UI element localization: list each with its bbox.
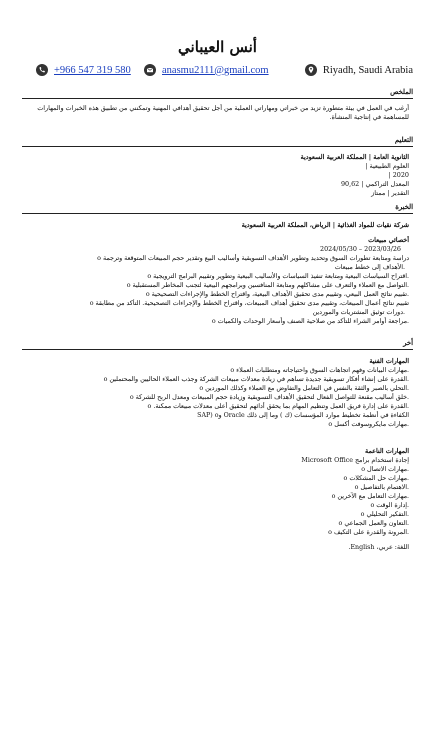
soft-skill-item: .التعاون والعمل الجماعي o — [338, 520, 409, 527]
email-icon — [144, 64, 156, 76]
other-heading: أخر — [22, 339, 413, 350]
experience-heading: الخبرة — [22, 203, 413, 214]
job-dates: 2023/03/26 – 2024/05/30 — [320, 245, 401, 253]
skill-item: .مهارات البيانات وفهم اتجاهات السوق واحتياجاته ومتطلبات العملاء o — [230, 367, 409, 374]
summary-line: أرغب في العمل في بيئة متطورة تزيد من خبراتي ومهاراتي العملية من أجل تحقيق أهدافي المهنية وتمكنني من تطبيق هذه الخبرات والمهارات — [37, 104, 409, 112]
skill-item: .القدرة على إنشاء أفكار تسويقية جديدة تساهم في زيادة معدلات مبيعات الشركة وجذب العملاء الحاليين والمحتملين o — [103, 376, 409, 383]
skill-item: الكفاءة في أنظمة تخطيط موارد المؤسسات (ك ) وما إلى ذلك Oracle وSAP) o — [197, 412, 409, 419]
education-year: 2020 | — [388, 171, 409, 179]
soft-skill-item: .إدارة الوقت o — [370, 502, 409, 509]
soft-skills-heading: المهارات الناعمة — [365, 447, 409, 455]
soft-skill-item: .مهارات التعامل مع الآخرين o — [331, 493, 409, 500]
education-heading: التعليم — [22, 136, 413, 147]
soft-skill-item: .المرونة والقدرة على التكيف o — [328, 529, 409, 536]
education-grade: التقدير | ممتاز — [371, 189, 409, 197]
location-contact — [305, 64, 413, 76]
experience-line: .التواصل مع العملاء والتعرف على مشاكلهم ومتابعة المنافسين وبرامجهم البيعية لتجنب المخاطر المستقبلية o — [126, 282, 409, 289]
school-name: الثانوية العامة | المملكة العربية السعودية — [300, 153, 409, 161]
soft-skills — [26, 447, 409, 552]
languages-line: اللغة: عربي، English. — [348, 544, 409, 551]
location-pin-icon — [305, 64, 317, 76]
skill-item: .مهارات مايكروسوفت أكسل o — [328, 421, 409, 428]
experience-line: .دورات توثيق المشتريات والموردين — [312, 309, 405, 316]
contact-bar — [22, 64, 413, 82]
location-text: Riyadh, Saudi Arabia — [322, 64, 413, 76]
candidate-name: أنس العيباني — [178, 38, 257, 56]
soft-skill-item: إجادة استخدام برامج Microsoft Office — [301, 457, 409, 464]
email-link[interactable]: anasmu2111@gmail.com — [162, 64, 269, 76]
soft-skill-item: .مهارات حل المشكلات o — [343, 475, 409, 482]
education-gpa: المعدل التراكمي | 90,62 — [340, 180, 409, 188]
summary-line: للمساهمة في إنتاجية المنشأة. — [329, 113, 409, 121]
company-name: شركة نقيات للمواد الغذائية | الرياض، المملكة العربية السعودية — [241, 221, 409, 229]
experience-line: .اقتراح السياسات البيعية ومتابعة تنفيذ السياسات والأساليب البيعية وتطوير وتقييم البرامج الترويجية o — [147, 273, 409, 280]
experience-line: .مراجعة أوامر الشراء للتأكد من صلاحية الصنف وأسعار الوحدات والكميات o — [211, 318, 409, 325]
experience-line: تقييم نتائج أعمال المبيعات، وتقييم مدى تحقيق أهداف المبيعات، واقتراح الخطط والإجراءات التصحيحية. التأكد من مطابقة o — [89, 300, 409, 307]
skill-item: .التحلي بالصبر والثقة بالنفس في التعامل والتفاوض مع العملاء وكذلك الموردين o — [199, 385, 409, 392]
experience-line: دراسة ومتابعة تطورات السوق وتحديد وتطوير الأهداف التسويقية وأساليب البيع وتقدير حجم المبيعات المتوقعة وترجمة o — [97, 255, 409, 262]
email-contact[interactable] — [144, 64, 269, 76]
summary-heading: الملخص — [22, 88, 413, 99]
skill-item: .خلق أساليب مقنعة للتواصل الفعال لتحقيق الأهداف التسويقية وزيادة حجم المبيعات ومعدل الربح للشركة o — [129, 394, 409, 401]
phone-icon — [36, 64, 48, 76]
skill-item: .القدرة على إدارة فريق العمل وتنظيم المهام بما يحقق أدائهم لتحقيق أعلى معدلات مبيعات ممكنة. o — [147, 403, 409, 410]
soft-skill-item: .مهارات الاتصال o — [361, 466, 409, 473]
soft-skill-item: .التفكير التحليلي o — [360, 511, 409, 518]
experience-block — [26, 221, 409, 326]
education-field: العلوم الطبيعية | — [365, 162, 409, 170]
education-block — [26, 153, 409, 198]
technical-skills — [26, 357, 409, 429]
job-role: أخصائي مبيعات — [368, 236, 409, 244]
phone-link[interactable]: +966 547 319 580 — [54, 64, 131, 76]
phone-contact[interactable] — [36, 64, 131, 76]
summary-text — [26, 104, 409, 122]
experience-line: .الأهداف إلى خطط مبيعات — [334, 264, 405, 271]
technical-skills-heading: المهارات الفنية — [369, 357, 409, 365]
experience-line: .تقييم نتائج العمل البيعي، وتقييم مدى تحقيق الأهداف البيعية، واقتراح الخطط والإجراءات التصحيحية o — [145, 291, 409, 298]
soft-skill-item: .الاهتمام بالتفاصيل o — [354, 484, 409, 491]
